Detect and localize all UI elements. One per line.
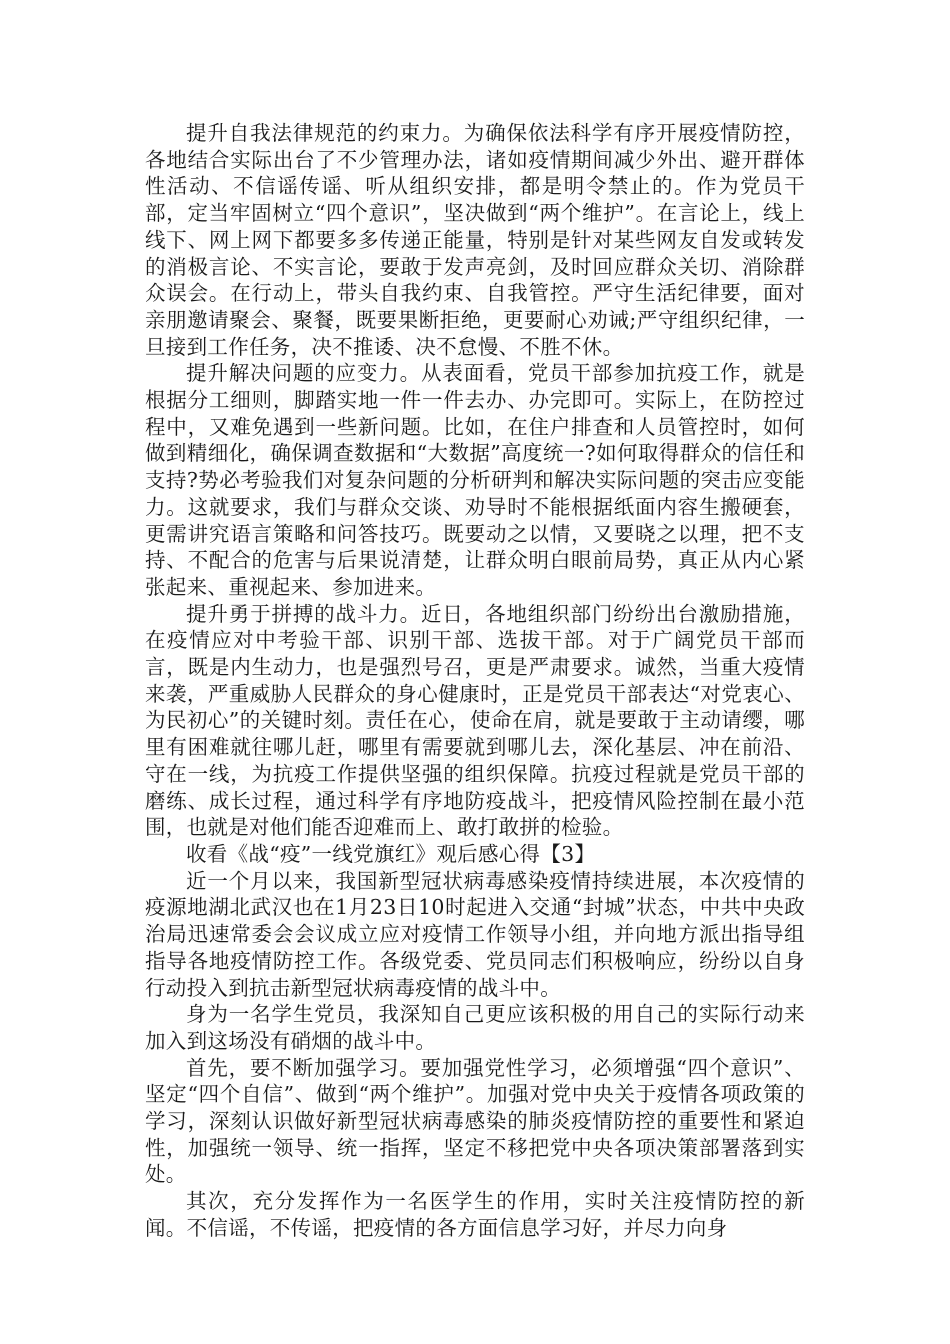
paragraph-fighting-spirit: 提升勇于拼搏的战斗力。近日，各地组织部门纷纷出台激励措施，在疫情应对中考验干部、识别干部、选拔干部。对于广阔党员干部而言，既是内生动力，也是强烈号召，更是严肃要求。诚然，当重大疫情来袭，严重威胁人民群众的身心健康时，正是党员干部表达“对党衷心、为民初心”的关键时刻。责任在心，使命在肩，就是要敢于主动请缨，哪里有困难就往哪儿赶，哪里有需要就到哪儿去，深化基层、冲在前沿、守在一线，为抗疫工作提供坚强的组织保障。抗疫过程就是党员干部的磨练、成长过程，通过科学有序地防疫战斗，把疫情风险控制在最小范围，也就是对他们能否迎难而上、敢打敢拼的检验。	[145, 601, 805, 840]
paragraph-medical-student: 其次，充分发挥作为一名医学生的作用，实时关注疫情防控的新闻。不信谣，不传谣，把疫情的各方面信息学习好，并尽力向身	[145, 1189, 805, 1240]
paragraph-student-member: 身为一名学生党员，我深知自己更应该积极的用自己的实际行动来加入到这场没有硝烟的战斗中。	[145, 1002, 805, 1053]
paragraph-study: 首先，要不断加强学习。要加强党性学习，必须增强“四个意识”、坚定“四个自信”、做到“两个维护”。加强对党中央关于疫情各项政策的学习，深刻认识做好新型冠状病毒感染的肺炎疫情防控的重要性和紧迫性，加强统一领导、统一指挥，坚定不移把党中央各项决策部署落到实处。	[145, 1055, 805, 1187]
document-body	[145, 120, 805, 1242]
paragraph-epidemic-overview: 近一个月以来，我国新型冠状病毒感染疫情持续进展，本次疫情的疫源地湖北武汉也在1月23日10时起进入交通“封城”状态，中共中央政治局迅速常委会会议成立应对疫情工作领导小组，并向地方派出指导组指导各地疫情防控工作。各级党委、党员同志们积极响应，纷纷以自身行动投入到抗击新型冠状病毒疫情的战斗中。	[145, 868, 805, 1000]
section-heading: 收看《战“疫”一线党旗红》观后感心得【3】	[186, 841, 596, 866]
paragraph-legal-constraint: 提升自我法律规范的约束力。为确保依法科学有序开展疫情防控，各地结合实际出台了不少管理办法，诸如疫情期间减少外出、避开群体性活动、不信谣传谣、听从组织安排，都是明令禁止的。作为党员干部，定当牢固树立“四个意识”，坚决做到“两个维护”。在言论上，线上线下、网上网下都要多多传递正能量，特别是针对某些网友自发或转发的消极言论、不实言论，要敢于发声亮剑，及时回应群众关切、消除群众误会。在行动上，带头自我约束、自我管控。严守生活纪律要，面对亲朋邀请聚会、聚餐，既要果断拒绝，更要耐心劝诫;严守组织纪律，一旦接到工作任务，决不推诿、决不怠慢、不胜不休。	[145, 121, 805, 359]
paragraph-problem-solving: 提升解决问题的应变力。从表面看，党员干部参加抗疫工作，就是根据分工细则，脚踏实地一件一件去办、办完即可。实际上，在防控过程中，又难免遇到一些新问题。比如，在住户排查和人员管控时，如何做到精细化，确保调查数据和“大数据”高度统一?如何取得群众的信任和支持?势必考验我们对复杂问题的分析研判和解决实际问题的突击应变能力。这就要求，我们与群众交谈、劝导时不能根据纸面内容生搬硬套，更需讲究语言策略和问答技巧。既要动之以情，又要晓之以理，把不支持、不配合的危害与后果说清楚，让群众明白眼前局势，真正从内心紧张起来、重视起来、参加进来。	[145, 361, 805, 599]
